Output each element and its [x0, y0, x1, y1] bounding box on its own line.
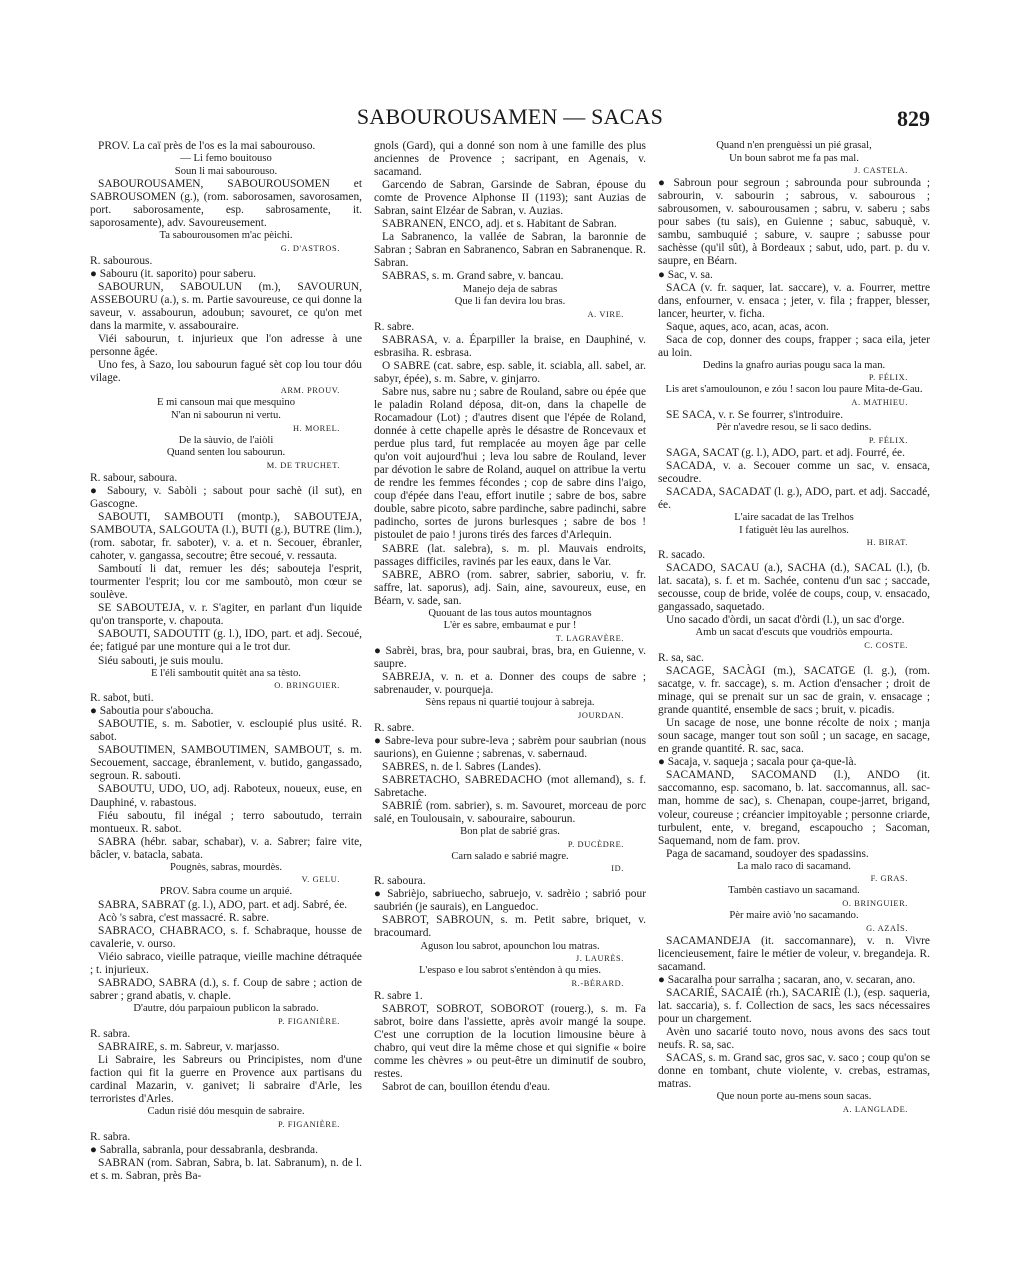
entry-reference: R. sabot, buti.: [90, 692, 154, 705]
quotation-line: Amb un sacat d'escuts que voudriòs empourta.: [695, 627, 893, 639]
bullet-entry: ● Sacaralha pour sarralha ; sacaran, ano, v. secaran, ano.: [658, 973, 916, 986]
entry-paragraph: SABRACO, CHABRACO, s. f. Schabraque, housse de cavalerie, v. ourso.: [90, 925, 362, 951]
quotation-line: Quouant de las tous autos mountagnos: [428, 607, 592, 619]
bullet-entry: ● Saboury, v. Sabòli ; sabout pour sachè (il sut), en Gascogne.: [90, 484, 362, 510]
entry-paragraph: La Sabranenco, la vallée de Sabran, la baronnie de Sabran ; Sabran en Sabranenco, Sabran en Sabranenque. R. Sabran.: [374, 231, 646, 270]
quotation-author: J. CASTELA.: [854, 166, 908, 176]
quotation-line: D'autre, dóu parpaioun publicon la sabrado.: [133, 1003, 319, 1015]
entry-paragraph: SACA (v. fr. saquer, lat. saccare), v. a. Fourrer, mettre dans, enfourner, v. ensaca ; jeter, v. fila ; frapper, blesser, lancer, heurter, v. ficha.: [658, 281, 930, 320]
entry-paragraph: SAGA, SACAT (g. l.), ADO, part. et adj. Fourré, ée.: [666, 446, 905, 459]
quotation-line: Quand senten lou sabourun.: [166, 447, 286, 459]
quotation-line: Soun li mai sabourouso.: [174, 165, 278, 177]
bullet-entry: ● Sabrèi, bras, bra, pour saubrai, bras, bra, en Guienne, v. saupre.: [374, 644, 646, 670]
entry-paragraph: SABREJA, v. n. et a. Donner des coups de sabre ; sabrenauder, v. pourqueja.: [374, 671, 646, 697]
entry-paragraph: SABRANEN, ENCO, adj. et s. Habitant de Sabran.: [382, 218, 617, 231]
entry-paragraph: SABROT, SOBROT, SOBOROT (rouerg.), s. m. Fa sabrot, boire dans l'assiette, après avoir mangé la soupe. C'est une corruption de la locution limousine bèure à chabro, qui veut dire la même chose et qui signifie « boire comme les chèvres » ou peut-être un diminutif de soubro, restes.: [374, 1002, 646, 1080]
entry-paragraph: SABROT, SABROUN, s. m. Petit sabre, briquet, v. bracoumard.: [374, 914, 646, 940]
entry-paragraph: Li Sabraire, les Sabreurs ou Principistes, nom d'une faction qui fit la guerre en Provence aux partisans du cardinal Mazarin, v. ganivet; li sabraire d'Arle, les terroristes d'Arles.: [90, 1054, 362, 1106]
bullet-entry: ● Sabre-leva pour subre-leva ; sabrèm pour saubrian (nous saurions), en Guienne ; sabrenas, v. sabernaud.: [374, 734, 646, 760]
entry-reference: R. sabre 1.: [374, 989, 423, 1002]
entry-reference: gnols (Gard), qui a donné son nom à une famille des plus anciennes de Provence ; sacripant, en Agenais, v. sacamand.: [374, 140, 646, 179]
quotation-line: Pèr maire aviò 'no sacamando.: [729, 909, 859, 921]
entry-paragraph: SACADA, v. a. Secouer comme un sac, v. ensaca, secoudre.: [658, 459, 930, 485]
quotation-line: N'an ni sabourun ni vertu.: [171, 410, 281, 422]
quotation-line: Cadun risié dóu mesquin de sabraire.: [147, 1106, 305, 1118]
quotation-author: J. LAURÈS.: [575, 954, 624, 964]
entry-paragraph: Siéu sabouti, je suis moulu.: [98, 654, 224, 667]
entry-paragraph: SACADO, SACAU (a.), SACHA (d.), SACAL (l.), (b. lat. sacata), s. f. et m. Sachée, contenu d'un sac ; saccade, secousse, coup de bride, volée de coups, coup, v. ensacado, gangassado, saquetado.: [658, 562, 930, 614]
quotation-line: La malo raco di sacamand.: [737, 860, 851, 872]
entry-paragraph: Saca de cop, donner des coups, frapper ; saca eila, jeter au loin.: [658, 333, 930, 359]
entry-reference: R. sabre.: [374, 320, 415, 333]
entry-paragraph: SE SABOUTEJA, v. r. S'agiter, en parlant d'un liquide qu'on transporte, v. chapouta.: [90, 602, 362, 628]
entry-reference: R. sabre.: [374, 721, 415, 734]
entry-reference: R. sabra.: [90, 1027, 131, 1040]
entry-paragraph: SABRAIRE, s. m. Sabreur, v. marjasso.: [98, 1040, 280, 1053]
entry-paragraph: Uno fes, à Sazo, lou sabourun fagué sèt cop lou tour dóu vilage.: [90, 359, 362, 385]
quotation-author: JOURDAN.: [578, 710, 624, 720]
quotation-line: Que noun porte au-mens soun sacas.: [716, 1091, 872, 1103]
quotation-author: C. COSTE.: [864, 640, 908, 650]
entry-reference: R. sa, sac.: [658, 651, 704, 664]
quotation-author: V. GELU.: [301, 875, 340, 885]
page-number: 829: [897, 106, 930, 131]
quotation-line: Un boun sabrot me fa pas mal.: [729, 152, 859, 164]
dictionary-columns: [90, 140, 930, 1255]
quotation-author: P. DUCÈDRE.: [567, 839, 624, 849]
quotation-line: Pèr n'avedre resou, se li saco dedins.: [716, 422, 872, 434]
bullet-entry: ● Sabrièjo, sabriuecho, sabruejo, v. sadrèio ; sabrió pour saubrién (je saurais), en Languedoc.: [374, 888, 646, 914]
quotation-line: De la sàuvio, de l'aiòli: [178, 434, 274, 446]
quotation-line: Que li fan devira lou bras.: [454, 296, 566, 308]
entry-paragraph: O SABRE (cat. sabre, esp. sable, it. sciabla, all. sabel, ar. sabyr, épée), s. m. Sabre, v. ginjarro.: [374, 359, 646, 385]
column-right: [658, 140, 930, 1255]
quotation-line: Sèns repaus ni quartié toujour à sabreja.: [425, 697, 595, 709]
quotation-line: Dedins la gnafro aurias pougu saca la man.: [702, 359, 886, 371]
quotation-line: PROV. Sabra coume un arquié.: [159, 886, 293, 898]
entry-paragraph: Un sacage de nose, une bonne récolte de noix ; manja soun sacage, manger tout son soûl ; un sacage, en sacage, en grande quantité. R. sac, saca.: [658, 717, 930, 756]
bullet-entry: ● Sabroun pour segroun ; sabrounda pour subrounda ; sabrourin, v. sabourin ; sabrous, v. sabourous ; sabrousomen, v. sabourousamen ; sabru, v. saberu ; sabs pour sabes (tu sais), en Guienne ; sabuc, sabuquè, v. sambu, sambuquié ; sabure, v. saupre ; sabusse pour sachèsse (qu'il sût), à Bordeaux ; sabut, udo, part. p. du v. saupre, en Béarn.: [658, 177, 930, 268]
entry-paragraph: Sabrot de can, bouillon étendu d'eau.: [382, 1081, 551, 1094]
quotation-author: G. D'ASTROS.: [280, 244, 340, 254]
entry-reference: R. sabourous.: [90, 255, 153, 268]
quotation-line: E l'éli samboutit quitèt ana sa tèsto.: [151, 667, 301, 679]
quotation-line: E mi cansoun mai que mesquino: [157, 397, 295, 409]
entry-paragraph: PROV. La caï près de l'os es la mai sabourouso.: [98, 140, 316, 152]
entry-paragraph: SABRASA, v. a. Éparpiller la braise, en Dauphiné, v. esbrasiha. R. esbrasa.: [374, 333, 646, 359]
quotation-author: H. MOREL.: [292, 423, 340, 433]
quotation-author: P. FIGANIÈRE.: [277, 1016, 340, 1026]
entry-paragraph: SABRIÉ (rom. sabrier), s. m. Savouret, morceau de porc salé, en Toulousain, v. sabouraire, sabourun.: [374, 799, 646, 826]
entry-paragraph: SABRAN (rom. Sabran, Sabra, b. lat. Sabranum), n. de l. et s. m. Sabran, près Ba-: [90, 1156, 362, 1182]
entry-paragraph: SACAMANDEJA (it. saccomannare), v. n. Vivre licencieusement, faire le métier de voleur, v. bregandeja. R. sacamand.: [658, 934, 930, 973]
quotation-line: I fatiguèt lèu las aurelhos.: [739, 524, 849, 536]
bullet-entry: ● Sacaja, v. saqueja ; sacala pour ça-que-là.: [658, 756, 857, 769]
bullet-entry: ● Sac, v. sa.: [658, 268, 713, 281]
entry-paragraph: Viéio sabraco, vieille patraque, vieille machine détraquée ; t. injurieux.: [90, 951, 362, 977]
quotation-author: A. MATHIEU.: [851, 398, 908, 408]
quotation-author: P. FIGANIÈRE.: [277, 1119, 340, 1129]
quotation-line: L'espaso e lou sabrot s'entèndon à qu mies.: [418, 965, 602, 977]
quotation-line: Tambèn castiavo un sacamand.: [728, 885, 860, 897]
entry-paragraph: SE SACA, v. r. Se fourrer, s'introduire.: [666, 409, 844, 422]
entry-paragraph: Fiéu saboutu, fil inégal ; terro saboutudo, terrain montueux. R. sabot.: [90, 809, 362, 835]
quotation-line: Pougnès, sabras, mourdès.: [169, 861, 283, 873]
entry-paragraph: SABOUTIE, s. m. Sabotier, v. escloupié plus usité. R. sabot.: [90, 718, 362, 744]
entry-paragraph: SABOURUN, SABOULUN (m.), SAVOURUN, ASSEBOURU (a.), s. m. Partie savoureuse, ce qui donne la saveur, v. assabourun, adoubun; savouret, ce qu'on met dans la marmite, v. assabouraire.: [90, 281, 362, 333]
quotation-line: L'èr es sabre, embaumat e pur !: [443, 620, 577, 632]
entry-paragraph: SABRE, ABRO (rom. sabrer, sabrier, saboriu, v. fr. saffre, lat. saporus), adj. Sain, aine, savoureux, euse, en Béarn, v. sade, san.: [374, 568, 646, 607]
entry-paragraph: SACAS, s. m. Grand sac, gros sac, v. saco ; coup qu'on se donne en tombant, chute violente, v. crebas, estramas, matras.: [658, 1051, 930, 1091]
bullet-entry: ● Saboutia pour s'abouchа.: [90, 705, 214, 718]
bullet-entry: ● Sabralla, sabranla, pour dessabranla, desbranda.: [90, 1143, 318, 1156]
quotation-line: Ta sabourousomen m'ac pèichi.: [159, 230, 293, 242]
quotation-author: O. BRINGUIER.: [274, 681, 340, 691]
bullet-entry: ● Sabouru (it. saporito) pour saberu.: [90, 268, 256, 281]
entry-paragraph: SACARIÉ, SACAIÉ (rh.), SACARIÈ (l.), (esp. saqueria, lat. saccaria), s. f. Collection de sacs, les sacs nécessaires pour un chargement.: [658, 986, 930, 1025]
quotation-author: A. VIRE.: [587, 309, 624, 319]
entry-paragraph: SACAGE, SACÀGI (m.), SACATGE (l. g.), (rom. sacatge, v. fr. saccage), s. m. Action d'ensacher ; droit de minage, qui se prenait sur un sac de grain, v. ensacage ; grande quantité, ensemble de sacs ; bruit, v. picadis.: [658, 665, 930, 717]
quotation-author: P. FÉLIX.: [868, 435, 908, 445]
entry-paragraph: SACADA, SACADAT (l. g.), ADO, part. et adj. Saccadé, ée.: [658, 485, 930, 511]
quotation-line: Aguson lou sabrot, apounchon lou matras.: [420, 940, 600, 952]
entry-paragraph: Acò 's sabra, c'est massacré. R. sabre.: [98, 912, 270, 924]
entry-reference: R. sabra.: [90, 1130, 131, 1143]
entry-paragraph: Saque, aques, aco, acan, acas, acon.: [666, 320, 829, 333]
entry-paragraph: Samboutí li dat, remuer les dés; sabouteja l'esprit, tourmenter l'esprit; lou cor me samboutò, mon cœur se soulève.: [90, 563, 362, 602]
quotation-author: M. DE TRUCHET.: [266, 460, 340, 470]
quotation-author: R.-BÉRARD.: [571, 978, 624, 988]
quotation-author: O. BRINGUIER.: [842, 898, 908, 908]
entry-paragraph: SABRADO, SABRA (d.), s. f. Coup de sabre ; action de sabrer ; grand abatis, v. chaple.: [90, 977, 362, 1003]
entry-paragraph: SABOUTI, SAMBOUTI (montp.), SABOUTEJA, SAMBOUTA, SALGOUTA (l.), BUTI (g.), BUTRE (lim.), (rom. sabotar, fr. saboter), v. a. et n. Secouer, ébranler, cahoter, v. gangassa, secoutre; être secoué, v. ressauta.: [90, 511, 362, 563]
entry-paragraph: Avèn uno sacarié touto novo, nous avons des sacs tout neufs. R. sa, sac.: [658, 1025, 930, 1051]
entry-reference: R. saboura.: [374, 875, 426, 888]
quotation-line: — Li femo bouitouso: [180, 153, 272, 165]
running-title: SABOUROUSAMEN — SACAS: [356, 104, 664, 129]
quotation-author: T. LAGRAVÈRE.: [555, 633, 624, 643]
quotation-line: Bon plat de sabrié gras.: [460, 826, 560, 838]
quotation-author: P. FÉLIX.: [868, 373, 908, 383]
quotation-author: G. AZAÏS.: [866, 923, 908, 933]
entry-paragraph: SABOUTU, UDO, UO, adj. Raboteux, noueux, euse, en Dauphiné, v. rabastous.: [90, 783, 362, 809]
column-middle: [374, 140, 646, 1255]
entry-paragraph: SACAMAND, SACOMAND (l.), ANDO (it. saccomanno, esp. sacomano, b. lat. saccomannus, all. sac-man, homme de sac), s. Chenapan, coupe-jarret, brigand, voleur, coureuse ; créancier impitoyable ; personne criarde, turbulent, ente, v. bregand, escapoucho ; Sacoman, Saquemand, nom de fam. prov.: [658, 769, 930, 847]
quotation-line: Quand n'en prenguèssi un pié grasal,: [716, 140, 872, 151]
entry-paragraph: Uno sacado d'òrdi, un sacat d'òrdi (l.), un sac d'orge.: [666, 614, 905, 627]
entry-reference: R. sabour, saboura.: [90, 471, 178, 484]
entry-paragraph: SABRAS, s. m. Grand sabre, v. bancau.: [382, 270, 564, 283]
entry-paragraph: SABRA (hébr. sabar, schabar), v. a. Sabrer; faire vite, bâcler, v. batacla, sabata.: [90, 835, 362, 861]
entry-paragraph: Garcendo de Sabran, Garsinde de Sabran, épouse du comte de Provence Alphonse II (1193); sant Auzias de Sabran, saint Elzéar de Sabran, v. Auzias.: [374, 179, 646, 218]
entry-paragraph: SABOUTI, SADOUTIT (g. l.), IDO, part. et adj. Secoué, ée; fatigué par une monture qui a le trot dur.: [90, 628, 362, 654]
quotation-line: Carn salado e sabrié magre.: [451, 850, 569, 862]
quotation-line: L'aire sacadat de las Trelhos: [734, 511, 854, 523]
entry-paragraph: SABRES, n. de l. Sabres (Landes).: [382, 760, 542, 773]
entry-paragraph: SABRETACHO, SABREDACHO (mot allemand), s. f. Sabretache.: [374, 773, 646, 799]
column-left: [90, 140, 362, 1255]
quotation-line: Lis aret s'amoulounon, e zóu ! sacon lou paure Mita-de-Gau.: [665, 384, 923, 396]
quotation-author: F. GRAS.: [870, 874, 908, 884]
entry-paragraph: Viéi sabourun, t. injurieux que l'on adresse à une personne âgée.: [90, 333, 362, 359]
entry-paragraph: SABOUTIMEN, SAMBOUTIMEN, SAMBOUT, s. m. Secouement, saccage, ébranlement, v. butido, gangassado, segroun. R. sabouti.: [90, 744, 362, 783]
entry-paragraph: SABRE (lat. salebra), s. m. pl. Mauvais endroits, passages difficiles, ravinés par les eaux, dans le Var.: [374, 542, 646, 568]
quotation-author: A. LANGLADE.: [842, 1104, 908, 1114]
entry-reference: R. sacado.: [658, 549, 706, 562]
entry-paragraph: SABOUROUSAMEN, SABOUROUSOMEN et SABROUSOMEN (g.), (rom. saborosamen, savorosamen, port. saborosamente, esp. sabrosamente, it. saporosamente), adv. Savoureusement.: [90, 178, 362, 230]
page-header: [90, 104, 930, 134]
entry-paragraph: SABRA, SABRAT (g. l.), ADO, part. et adj. Sabré, ée.: [98, 898, 348, 911]
entry-paragraph: Paga de sacamand, soudoyer des spadassins.: [666, 847, 869, 860]
entry-paragraph: Sabre nus, sabre nu ; sabre de Rouland, sabre ou épée que le paladin Roland déposa, dit-on, dans la chapelle de Rocamadour (Lot) ; d'autres disent que l'épée de Roland, donnée à cette chapelle après le désastre de Roncevaux et perdue plus tard, fut remplacée au moyen âge par celle qu'on voit aujourd'hui ; leva lou sabre de Rouland, lever par dévotion le sabre de Roland, auquel on attribue la vertu de rendre les femmes fécondes ; cop de sabre dins l'aigo, coup d'épée dans l'eau, effort inutile ; sabre de bos, sabre double, sabre picoto, sabre pardinche, sabre padinchi, sabre padincho, sortes de jurons burlesques ; sabre de bos ! pistoulet de paio ! jurons tirés des farces d'Arlequin.: [374, 385, 646, 542]
quotation-author: ID.: [611, 864, 624, 874]
quotation-author: H. BIRAT.: [866, 538, 908, 548]
quotation-author: ARM. PROUV.: [280, 386, 340, 396]
quotation-line: Manejo deja de sabras: [462, 283, 558, 295]
